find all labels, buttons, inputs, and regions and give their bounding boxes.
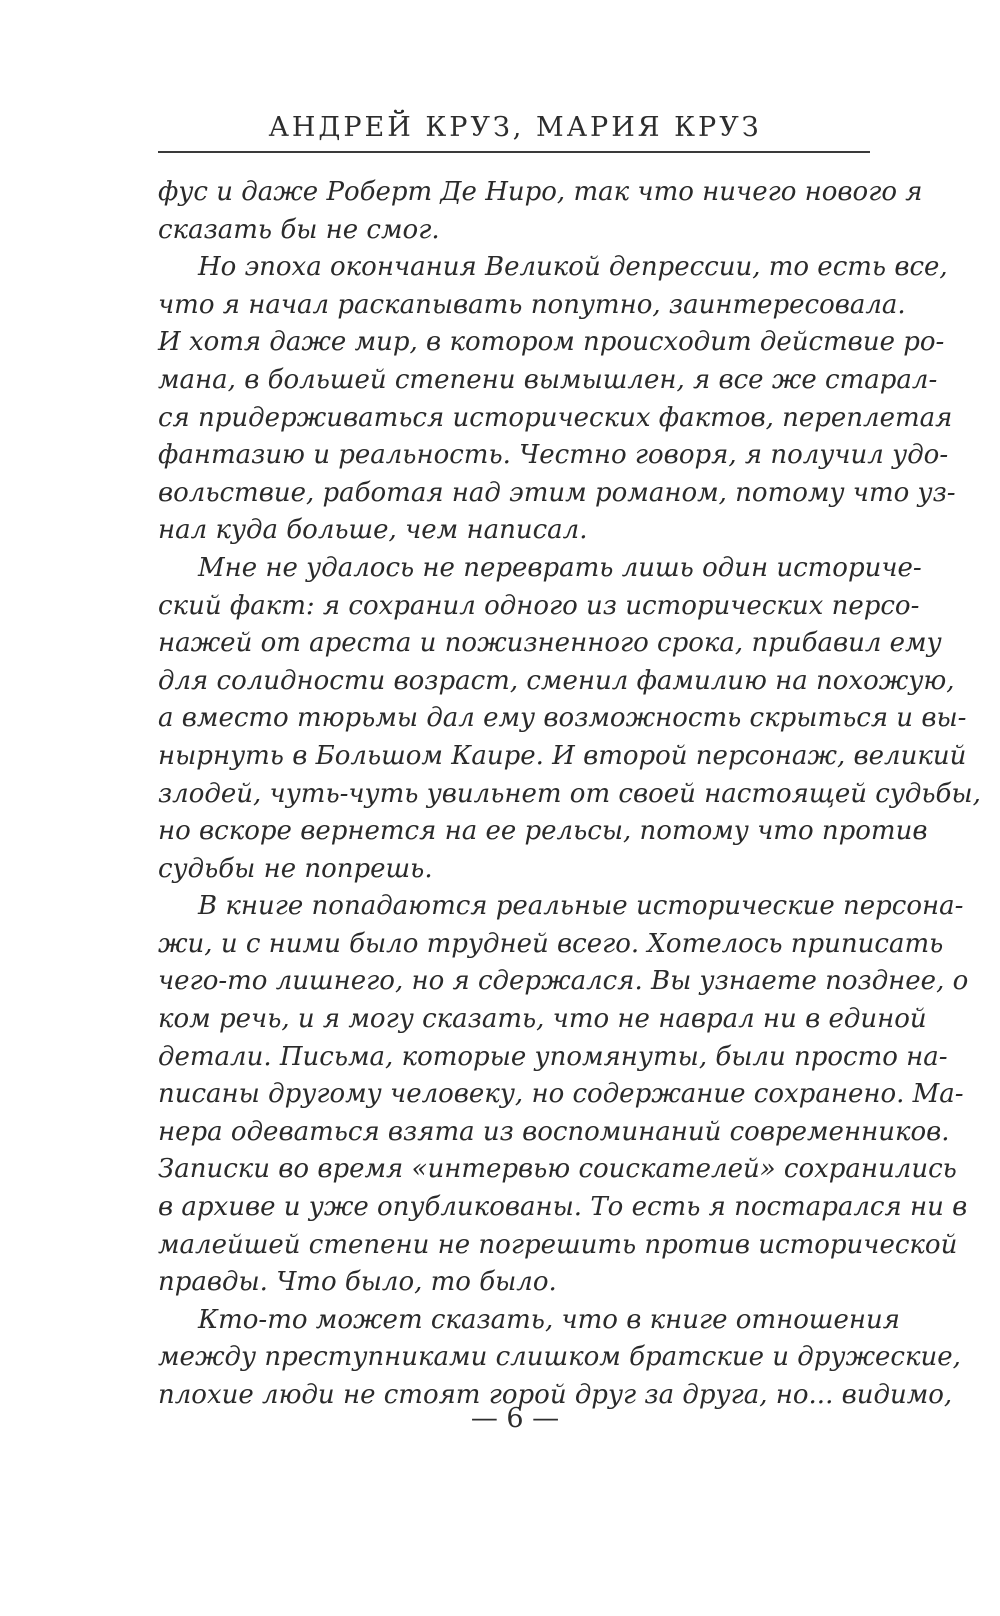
- text-line: Записки во время «интервью соискателей» сохранились: [158, 1154, 957, 1185]
- text-line: ся придерживаться исторических фактов, переплетая: [158, 402, 953, 433]
- text-line: ский факт: я сохранил одного из исторических персо-: [158, 590, 920, 621]
- header-rule: [158, 151, 870, 153]
- text-line: детали. Письма, которые упомянуты, были просто на-: [158, 1041, 948, 1072]
- text-line: чего-то лишнего, но я сдержался. Вы узнаете позднее, о: [158, 966, 969, 997]
- text-line: в архиве и уже опубликованы. То есть я постарался ни в: [158, 1192, 968, 1223]
- text-line: но вскоре вернется на ее рельсы, потому что против: [158, 816, 928, 847]
- text-line: фус и даже Роберт Де Ниро, так что ничего нового я: [158, 177, 923, 207]
- text-line: для солидности возраст, сменил фамилию на похожую,: [158, 665, 955, 696]
- body-text: [158, 174, 981, 1415]
- text-line: нырнуть в Большом Каире. И второй персонаж, великий: [158, 740, 967, 771]
- paragraph-first-line: Но эпоха окончания Великой депрессии, то есть все,: [198, 252, 948, 283]
- text-line: И хотя даже мир, в котором происходит действие ро-: [158, 327, 945, 358]
- text-line: нера одеваться взята из воспоминаний современников.: [158, 1116, 950, 1147]
- text-line: нал куда больше, чем написал.: [158, 515, 588, 546]
- text-line: писаны другому человеку, но содержание сохранено. Ма-: [158, 1079, 964, 1110]
- text-line: мана, в большей степени вымышлен, я все же старал-: [158, 364, 938, 395]
- paragraph-first-line: Мне не удалось не переврать лишь один историче-: [198, 552, 922, 583]
- paragraph-first-line: В книге попадаются реальные исторические персона-: [198, 891, 964, 922]
- text-line: судьбы не попрешь.: [158, 853, 433, 884]
- page-number: — 6 —: [470, 1403, 560, 1434]
- text-line: а вместо тюрьмы дал ему возможность скрыться и вы-: [158, 703, 967, 734]
- text-line: жи, и с ними было трудней всего. Хотелось приписать: [158, 928, 944, 959]
- text-line: ком речь, и я могу сказать, что не наврал ни в единой: [158, 1004, 927, 1035]
- text-line: вольствие, работая над этим романом, потому что уз-: [158, 477, 956, 508]
- text-line: что я начал раскапывать попутно, заинтересовала.: [158, 289, 906, 320]
- text-line: малейшей степени не погрешить против исторической: [158, 1229, 958, 1260]
- text-line: сказать бы не смог.: [158, 214, 440, 245]
- text-line: между преступниками слишком братские и дружеские,: [158, 1342, 961, 1373]
- paragraph-first-line: Кто-то может сказать, что в книге отношения: [198, 1304, 900, 1335]
- text-line: правды. Что было, то было.: [158, 1267, 557, 1298]
- text-line: плохие люди не стоят горой друг за друга, но... видимо,: [158, 1380, 953, 1410]
- text-line: нажей от ареста и пожизненного срока, прибавил ему: [158, 628, 942, 659]
- text-line: злодей, чуть-чуть увильнет от своей настоящей судьбы,: [158, 778, 981, 809]
- text-line: фантазию и реальность. Честно говоря, я получил удо-: [158, 440, 949, 471]
- running-head: АНДРЕЙ КРУЗ, МАРИЯ КРУЗ: [268, 112, 762, 143]
